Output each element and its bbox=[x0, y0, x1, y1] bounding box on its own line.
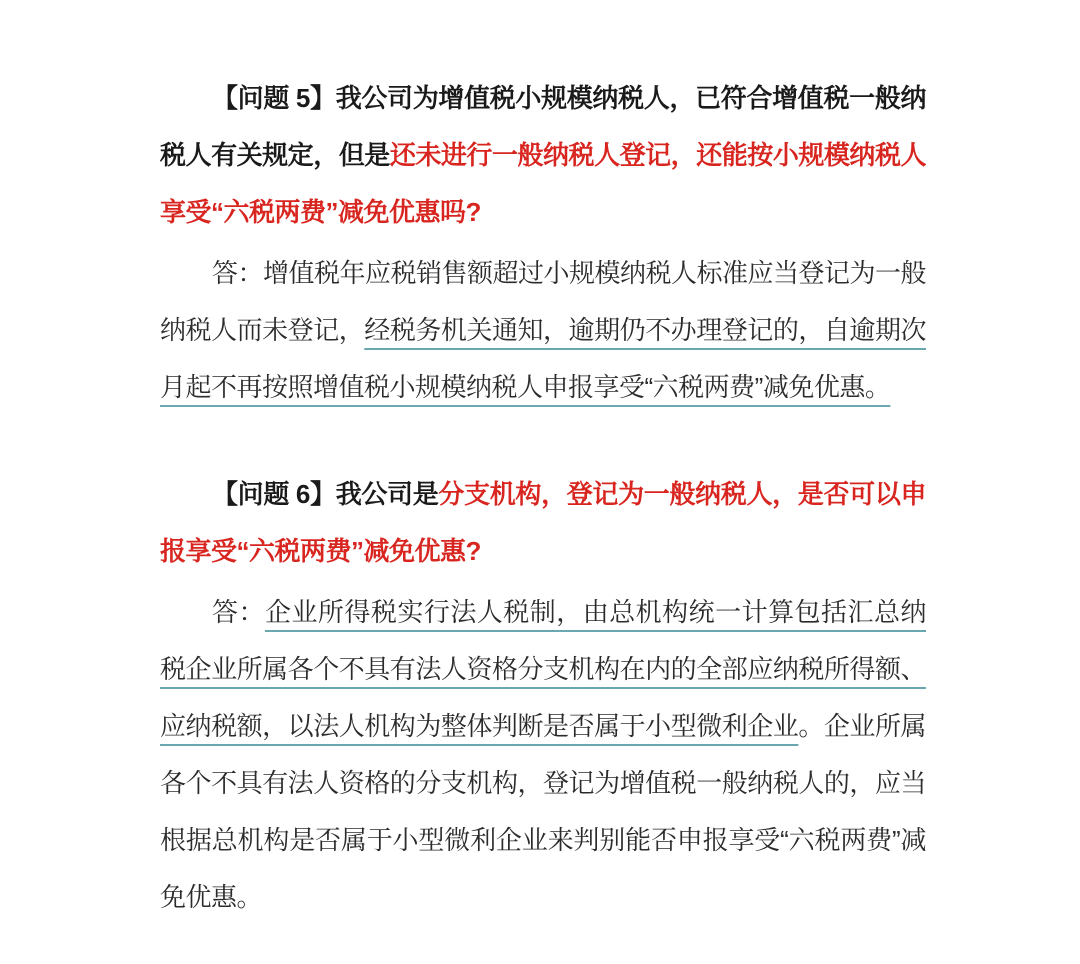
answer-5-run: 经税务机关通知，逾期仍不办理登记的，自逾期次月起不再按照增值税小规模纳税人申报享受“六税两费”减免优惠。 bbox=[160, 315, 926, 402]
question-5 bbox=[160, 70, 926, 241]
answer-6-run: 。企业所属各个不具有法人资格的分支机构，登记为增值税一般纳税人的，应当根据总机构是否属于小型微利企业来判别能否申报享受“六税两费”减免优惠。 bbox=[160, 711, 926, 912]
answer-6-run: 企业所得税实行法人税制，由总机构统一计算包括汇总纳税企业所属各个不具有法人资格分支机构在内的全部应纳税所得额、应纳税额，以法人机构为整体判断是否属于小型微利企业 bbox=[160, 597, 926, 741]
document-page bbox=[160, 70, 926, 926]
question-6 bbox=[160, 466, 926, 580]
answer-5-run: 答：增值税年应税销售额超过小规模纳税人标准应当登记为一般纳税人而未登记， bbox=[160, 258, 927, 345]
document-body bbox=[160, 70, 926, 926]
answer-6-run: 答： bbox=[212, 597, 265, 627]
question-5-run: 还未进行一般纳税人登记，还能按小规模纳税人享受“六税两费”减免优惠吗? bbox=[160, 140, 926, 227]
answer-6 bbox=[160, 584, 926, 926]
section-gap bbox=[160, 416, 926, 466]
answer-5 bbox=[160, 245, 926, 416]
question-6-run: 分支机构，登记为一般纳税人，是否可以申报享受“六税两费”减免优惠? bbox=[160, 479, 926, 566]
question-5-run: 【问题 5】我公司为增值税小规模纳税人，已符合增值税一般纳税人有关规定，但是 bbox=[160, 83, 926, 170]
question-6-run: 【问题 6】我公司是 bbox=[212, 479, 439, 509]
